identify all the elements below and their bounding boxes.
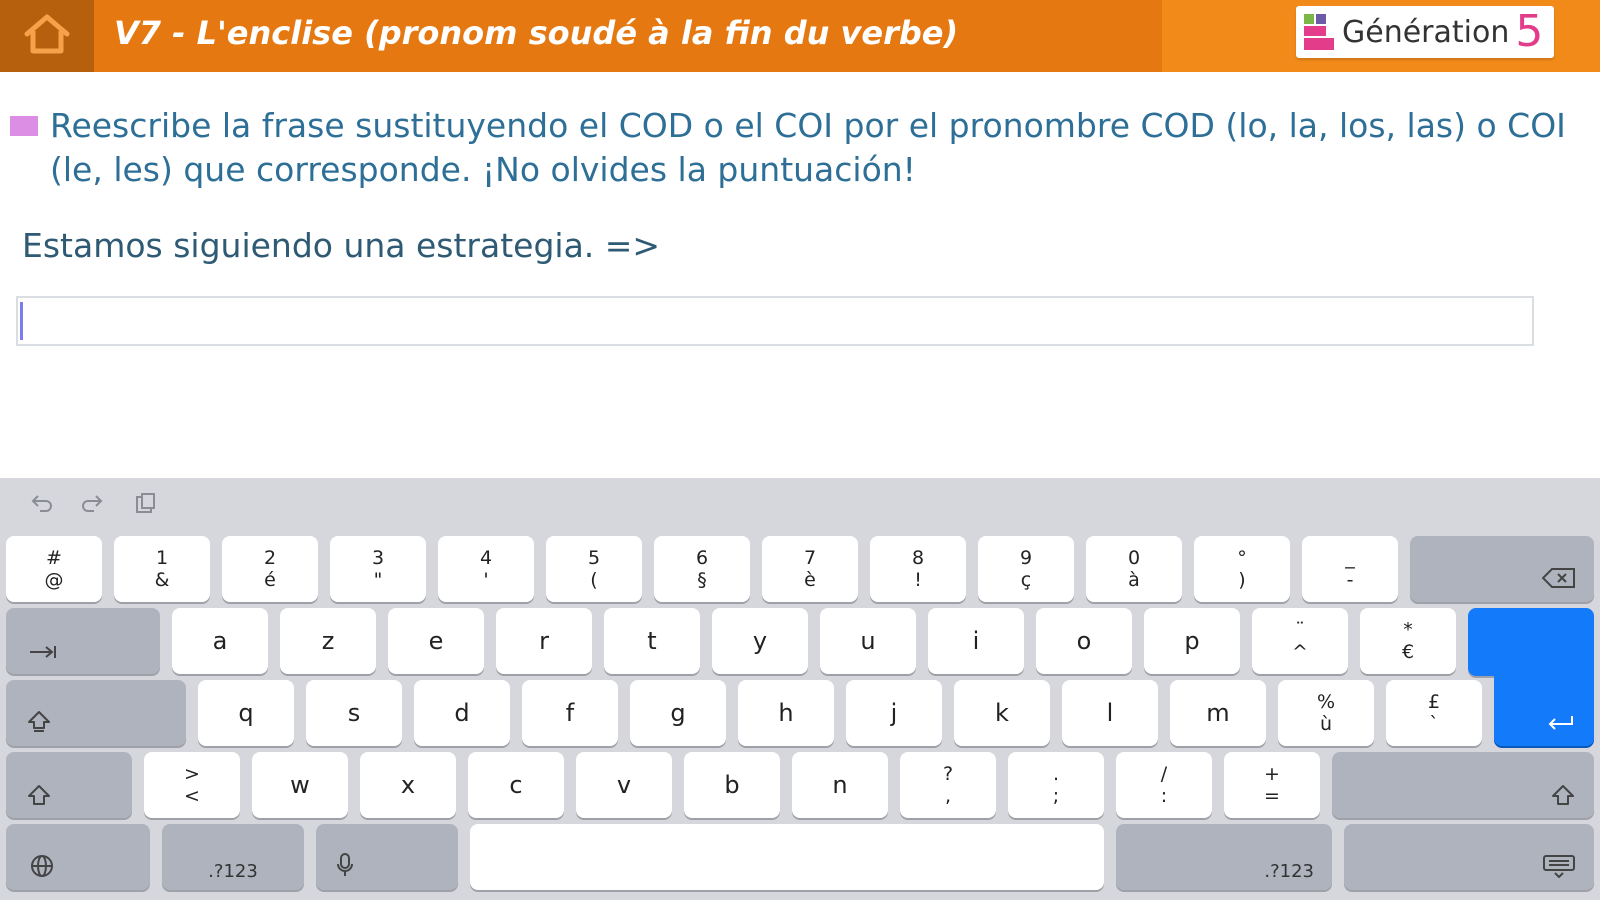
key-plus[interactable]: + =: [1224, 752, 1320, 818]
caps-lock-icon: [26, 710, 52, 738]
shift-right-key[interactable]: [1332, 752, 1594, 818]
key-9[interactable]: 9 ç: [978, 536, 1074, 602]
caps-lock-key[interactable]: [6, 680, 186, 746]
undo-icon[interactable]: [28, 490, 56, 516]
key-question[interactable]: ? ,: [900, 752, 996, 818]
instruction-marker: [10, 116, 38, 136]
key-2[interactable]: 2 é: [222, 536, 318, 602]
hide-keyboard-key[interactable]: [1344, 824, 1594, 890]
logo-text: Génération: [1342, 14, 1510, 50]
key-m[interactable]: m: [1170, 680, 1266, 746]
tab-key[interactable]: [6, 608, 160, 674]
key-circumflex[interactable]: ¨ ^: [1252, 608, 1348, 674]
key-7[interactable]: 7 è: [762, 536, 858, 602]
onscreen-keyboard: [0, 478, 1600, 900]
key-pound[interactable]: £ `: [1386, 680, 1482, 746]
key-c[interactable]: c: [468, 752, 564, 818]
paste-icon[interactable]: [132, 490, 160, 516]
key-greater[interactable]: > <: [144, 752, 240, 818]
key-hash[interactable]: # @: [6, 536, 102, 602]
return-key-top[interactable]: [1468, 608, 1594, 676]
key-u[interactable]: u: [820, 608, 916, 674]
key-underscore[interactable]: _ -: [1302, 536, 1398, 602]
shift-icon: [26, 784, 52, 810]
globe-icon: [30, 854, 54, 882]
key-0[interactable]: 0 à: [1086, 536, 1182, 602]
key-degree[interactable]: ° ): [1194, 536, 1290, 602]
key-d[interactable]: d: [414, 680, 510, 746]
key-w[interactable]: w: [252, 752, 348, 818]
key-a[interactable]: a: [172, 608, 268, 674]
exercise-sentence: Estamos siguiendo una estrategia. =>: [22, 226, 661, 265]
keyboard-toolbar: [0, 478, 1600, 528]
key-k[interactable]: k: [954, 680, 1050, 746]
key-j[interactable]: j: [846, 680, 942, 746]
title-band: [94, 0, 1162, 72]
redo-icon[interactable]: [78, 490, 106, 516]
numbers-key-right[interactable]: .?123: [1116, 824, 1332, 890]
microphone-icon: [336, 852, 354, 882]
globe-key[interactable]: [6, 824, 150, 890]
key-p[interactable]: p: [1144, 608, 1240, 674]
dictation-key[interactable]: [316, 824, 458, 890]
key-3[interactable]: 3 ": [330, 536, 426, 602]
key-6[interactable]: 6 §: [654, 536, 750, 602]
numbers-key-left[interactable]: .?123: [162, 824, 304, 890]
page-title: V7 - L'enclise (pronom soudé à la fin du verbe): [114, 14, 959, 52]
key-q[interactable]: q: [198, 680, 294, 746]
key-x[interactable]: x: [360, 752, 456, 818]
key-4[interactable]: 4 ': [438, 536, 534, 602]
key-euro[interactable]: * €: [1360, 608, 1456, 674]
key-f[interactable]: f: [522, 680, 618, 746]
key-h[interactable]: h: [738, 680, 834, 746]
text-caret: [20, 302, 23, 340]
key-slash[interactable]: / :: [1116, 752, 1212, 818]
tab-icon: [28, 644, 58, 664]
shift-icon: [1550, 784, 1576, 810]
key-s[interactable]: s: [306, 680, 402, 746]
key-l[interactable]: l: [1062, 680, 1158, 746]
logo-number: 5: [1515, 6, 1544, 57]
key-n[interactable]: n: [792, 752, 888, 818]
home-icon: [22, 13, 72, 59]
return-key[interactable]: [1494, 672, 1594, 746]
key-z[interactable]: z: [280, 608, 376, 674]
generation5-logo: [1296, 6, 1554, 58]
key-o[interactable]: o: [1036, 608, 1132, 674]
key-period[interactable]: . ;: [1008, 752, 1104, 818]
key-t[interactable]: t: [604, 608, 700, 674]
key-g[interactable]: g: [630, 680, 726, 746]
key-e[interactable]: e: [388, 608, 484, 674]
key-b[interactable]: b: [684, 752, 780, 818]
key-1[interactable]: 1 &: [114, 536, 210, 602]
return-icon: [1546, 714, 1576, 736]
hide-keyboard-icon: [1542, 854, 1576, 882]
home-button[interactable]: [0, 0, 94, 72]
key-i[interactable]: i: [928, 608, 1024, 674]
key-percent[interactable]: % ù: [1278, 680, 1374, 746]
key-r[interactable]: r: [496, 608, 592, 674]
logo-squares-icon: [1304, 14, 1336, 50]
shift-left-key[interactable]: [6, 752, 132, 818]
backspace-icon: [1542, 568, 1576, 592]
space-bar[interactable]: [470, 824, 1104, 890]
backspace-key[interactable]: [1410, 536, 1594, 602]
instruction-text: Reescribe la frase sustituyendo el COD o el COI por el pronombre COD (lo, la, los, las) o COI (le, les) que corresponde. ¡No olvides la puntuación!: [50, 106, 1566, 189]
key-5[interactable]: 5 (: [546, 536, 642, 602]
key-v[interactable]: v: [576, 752, 672, 818]
answer-input[interactable]: [16, 296, 1534, 346]
app-header: [0, 0, 1600, 72]
key-8[interactable]: 8 !: [870, 536, 966, 602]
key-y[interactable]: y: [712, 608, 808, 674]
